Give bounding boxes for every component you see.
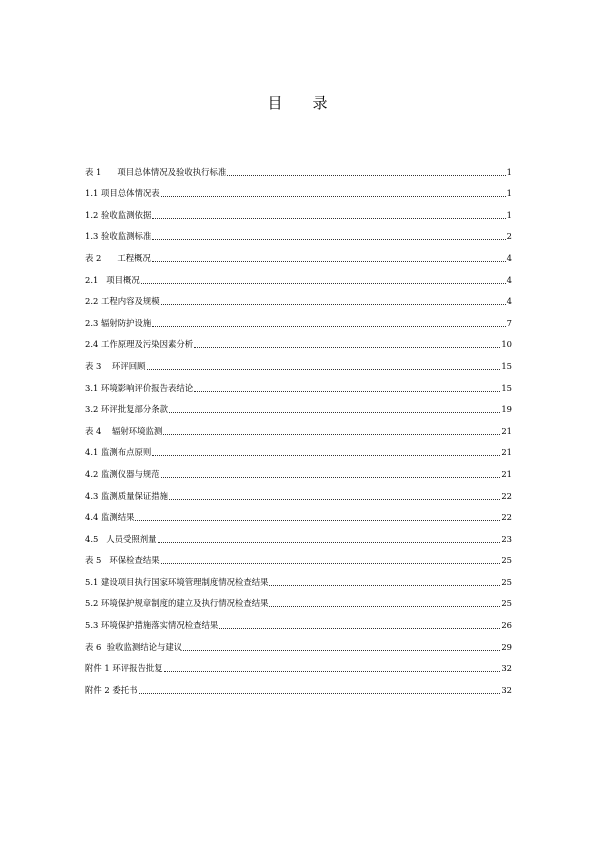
dot-leader — [164, 670, 501, 672]
toc-entry[interactable] — [85, 566, 512, 588]
toc-entry-label: 4.5 人员受照剂量 — [85, 533, 157, 544]
toc-entry[interactable] — [85, 458, 512, 480]
toc-entry[interactable] — [85, 415, 512, 437]
toc-entry[interactable] — [85, 609, 512, 631]
dot-leader — [139, 692, 501, 694]
toc-entry-page: 29 — [501, 641, 512, 652]
dot-leader — [152, 238, 505, 240]
toc-entry-label: 3.1 环境影响评价报告表结论 — [85, 382, 194, 393]
toc-entry[interactable] — [85, 523, 512, 545]
toc-entry-label: 1.3 验收监测标准 — [85, 231, 152, 242]
dot-leader — [227, 174, 505, 176]
toc-title-char-1: 目 — [267, 94, 283, 112]
dot-leader — [161, 195, 506, 197]
toc-entry-page: 15 — [501, 382, 512, 393]
toc-entry-label: 附件 2 委托书 — [85, 684, 138, 695]
toc-entry-label: 2.2 工程内容及规模 — [85, 296, 160, 307]
toc-entry[interactable] — [85, 480, 512, 502]
toc-entry[interactable] — [85, 242, 512, 264]
toc-title-char-2: 录 — [312, 94, 328, 112]
toc-entry[interactable] — [85, 437, 512, 459]
dot-leader — [194, 346, 500, 348]
dot-leader — [269, 605, 500, 607]
toc-entry-page: 4 — [506, 296, 512, 307]
toc-entry-label: 表 5 环保检查结果 — [85, 555, 160, 566]
toc-entry-label: 1.2 验收监测依据 — [85, 209, 152, 220]
toc-entry-page: 4 — [506, 274, 512, 285]
toc-entry-label: 4.3 监测质量保证措施 — [85, 490, 168, 501]
toc-entry-page: 1 — [506, 188, 512, 199]
dot-leader — [161, 562, 501, 564]
toc-entry-label: 5.3 环境保护措施落实情况检查结果 — [85, 620, 219, 631]
toc-entry[interactable] — [85, 653, 512, 675]
toc-entry[interactable] — [85, 264, 512, 286]
toc-entry-label: 3.2 环评批复部分条款 — [85, 404, 168, 415]
toc-entry[interactable] — [85, 588, 512, 610]
dot-leader — [163, 433, 500, 435]
toc-entry-label: 附件 1 环评报告批复 — [85, 663, 163, 674]
toc-entry-label: 表 1 项目总体情况及验收执行标准 — [85, 166, 227, 177]
toc-entry-label: 表 6 验收监测结论与建议 — [85, 641, 183, 652]
dot-leader — [219, 627, 500, 629]
toc-entry[interactable] — [85, 545, 512, 567]
dot-leader — [147, 368, 501, 370]
dot-leader — [194, 390, 500, 392]
toc-entry[interactable] — [85, 350, 512, 372]
toc-entry-label: 4.1 监测布点原则 — [85, 447, 152, 458]
dot-leader — [269, 584, 500, 586]
toc-list — [85, 156, 512, 696]
toc-entry[interactable] — [85, 178, 512, 200]
toc-entry-page: 21 — [501, 468, 512, 479]
toc-entry[interactable] — [85, 394, 512, 416]
toc-entry-page: 25 — [501, 576, 512, 587]
toc-entry-page: 10 — [501, 339, 512, 350]
toc-entry[interactable] — [85, 199, 512, 221]
toc-entry[interactable] — [85, 502, 512, 524]
toc-entry-label: 5.2 环境保护规章制度的建立及执行情况检查结果 — [85, 598, 269, 609]
toc-entry-page: 32 — [501, 684, 512, 695]
toc-entry-label: 表 2 工程概况 — [85, 252, 151, 263]
toc-entry-label: 1.1 项目总体情况表 — [85, 188, 160, 199]
toc-entry[interactable] — [85, 156, 512, 178]
dot-leader — [135, 519, 500, 521]
toc-entry-page: 21 — [501, 447, 512, 458]
toc-entry[interactable] — [85, 674, 512, 696]
toc-entry-page: 25 — [501, 598, 512, 609]
toc-entry-label: 2.4 工作原理及污染因素分析 — [85, 339, 194, 350]
toc-entry-label: 2.1 项目概况 — [85, 274, 140, 285]
dot-leader — [152, 217, 505, 219]
dot-leader — [158, 541, 501, 543]
toc-entry[interactable] — [85, 221, 512, 243]
toc-entry-label: 表 3 环评回顾 — [85, 360, 146, 371]
dot-leader — [141, 282, 506, 284]
toc-entry[interactable] — [85, 286, 512, 308]
toc-entry-page: 1 — [506, 166, 512, 177]
dot-leader — [152, 454, 500, 456]
toc-entry[interactable] — [85, 329, 512, 351]
dot-leader — [161, 476, 501, 478]
toc-entry-page: 4 — [506, 252, 512, 263]
toc-entry[interactable] — [85, 307, 512, 329]
toc-entry-label: 4.4 监测结果 — [85, 512, 135, 523]
toc-entry-label: 4.2 监测仪器与规范 — [85, 468, 160, 479]
toc-entry-page: 21 — [501, 425, 512, 436]
toc-title — [0, 94, 595, 112]
toc-entry-page: 26 — [501, 620, 512, 631]
toc-entry-page: 1 — [506, 209, 512, 220]
toc-entry-page: 22 — [501, 512, 512, 523]
dot-leader — [169, 498, 500, 500]
toc-entry-label: 表 4 辐射环境监测 — [85, 425, 163, 436]
toc-entry[interactable] — [85, 631, 512, 653]
toc-entry-page: 23 — [501, 533, 512, 544]
dot-leader — [152, 325, 505, 327]
toc-entry-page: 19 — [501, 404, 512, 415]
toc-entry-page: 32 — [501, 663, 512, 674]
toc-entry-page: 22 — [501, 490, 512, 501]
toc-entry-label: 5.1 建设项目执行国家环境管理制度情况检查结果 — [85, 576, 269, 587]
toc-entry-label: 2.3 辐射防护设施 — [85, 317, 152, 328]
toc-entry-page: 7 — [506, 317, 512, 328]
dot-leader — [161, 303, 506, 305]
toc-entry[interactable] — [85, 372, 512, 394]
toc-entry-page: 25 — [501, 555, 512, 566]
dot-leader — [152, 260, 506, 262]
toc-entry-page: 15 — [501, 360, 512, 371]
dot-leader — [169, 411, 500, 413]
toc-entry-page: 2 — [506, 231, 512, 242]
dot-leader — [183, 649, 500, 651]
